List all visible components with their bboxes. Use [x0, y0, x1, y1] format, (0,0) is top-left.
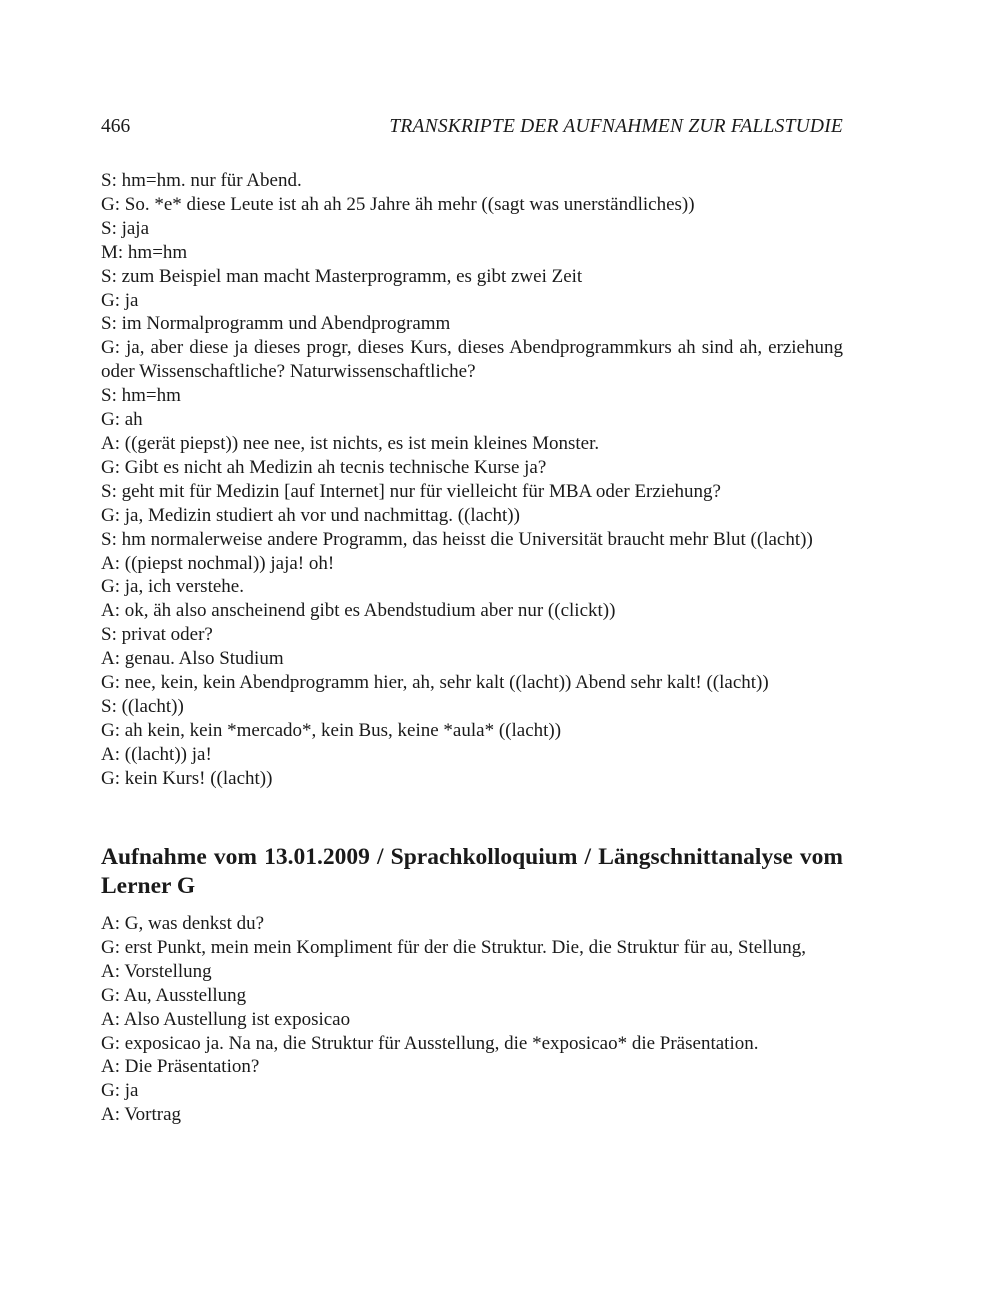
transcript-line: G: Gibt es nicht ah Medizin ah tecnis technische Kurse ja?: [101, 456, 547, 478]
transcript-line: A: ((gerät piepst)) nee nee, ist nichts, es ist mein kleines Monster.: [101, 432, 600, 454]
transcript-line: G: Au, Ausstellung: [101, 984, 247, 1006]
running-header: [101, 116, 843, 142]
transcript-line: G: ja: [101, 289, 139, 311]
transcript-line: G: So. *e* diese Leute ist ah ah 25 Jahre äh mehr ((sagt was unerständliches)): [101, 193, 695, 215]
transcript-line: S: zum Beispiel man macht Masterprogramm, es gibt zwei Zeit: [101, 265, 583, 287]
transcript-block-2: [101, 912, 843, 1127]
transcript-line: G: erst Punkt, mein mein Kompliment für der die Struktur. Die, die Struktur für au, Stellung,: [101, 936, 807, 958]
transcript-line: S: jaja: [101, 217, 150, 239]
transcript-line: G: ah kein, kein *mercado*, kein Bus, keine *aula* ((lacht)): [101, 719, 562, 741]
transcript-line: A: ok, äh also anscheinend gibt es Abendstudium aber nur ((clickt)): [101, 600, 616, 622]
transcript-block-1: [101, 169, 843, 791]
transcript-line: S: im Normalprogramm und Abendprogramm: [101, 313, 451, 335]
transcript-line: A: ((piepst nochmal)) jaja! oh!: [101, 552, 335, 574]
running-title: TRANSKRIPTE DER AUFNAHMEN ZUR FALLSTUDIE: [389, 116, 843, 137]
transcript-line: A: Die Präsentation?: [101, 1056, 260, 1078]
transcript-line: S: geht mit für Medizin [auf Internet] nur für vielleicht für MBA oder Erziehung?: [101, 480, 721, 502]
page-number: 466: [101, 116, 131, 137]
transcript-line: G: ah: [101, 409, 143, 431]
transcript-line: G: ja, aber diese ja dieses progr, dieses Kurs, dieses Abendprogrammkurs ah sind ah, erziehung oder Wissenschaftliche? Naturwissenschaftliche?: [101, 337, 843, 383]
transcript-line: A: ((lacht)) ja!: [101, 743, 212, 765]
transcript-line: S: hm=hm: [101, 385, 181, 407]
transcript-line: G: ja, Medizin studiert ah vor und nachmittag. ((lacht)): [101, 504, 520, 526]
transcript-line: S: hm normalerweise andere Programm, das heisst die Universität braucht mehr Blut ((lacht)): [101, 528, 813, 550]
transcript-line: S: ((lacht)): [101, 695, 184, 717]
transcript-line: G: nee, kein, kein Abendprogramm hier, ah, sehr kalt ((lacht)) Abend sehr kalt! ((lacht)): [101, 672, 769, 694]
transcript-line: G: ja, ich verstehe.: [101, 576, 244, 598]
section-heading: Aufnahme vom 13.01.2009 / Sprachkolloquium / Längschnittanalyse vom Lerner G: [101, 844, 843, 899]
transcript-line: S: hm=hm. nur für Abend.: [101, 170, 302, 191]
transcript-line: A: Also Austellung ist exposicao: [101, 1008, 351, 1030]
transcript-line: G: ja: [101, 1080, 139, 1102]
transcript-line: A: Vorstellung: [101, 960, 212, 982]
transcript-line: G: exposicao ja. Na na, die Struktur für Ausstellung, die *exposicao* die Präsentation.: [101, 1032, 759, 1054]
transcript-line: S: privat oder?: [101, 624, 213, 646]
transcript-line: G: kein Kurs! ((lacht)): [101, 767, 273, 789]
transcript-line: A: genau. Also Studium: [101, 648, 284, 670]
transcript-line: A: Vortrag: [101, 1104, 182, 1126]
transcript-line: M: hm=hm: [101, 241, 188, 263]
transcript-line: A: G, was denkst du?: [101, 913, 265, 934]
